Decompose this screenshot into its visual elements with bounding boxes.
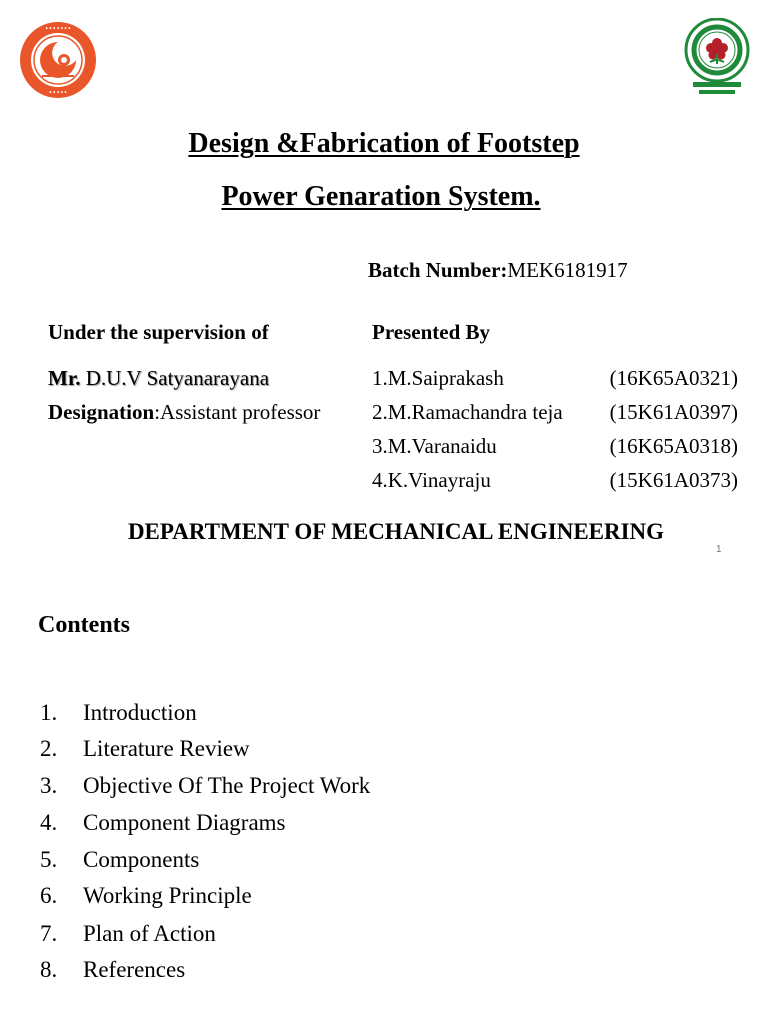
presenter-name: 2.M.Ramachandra teja: [372, 400, 563, 424]
presenter-name: 3.M.Varanaidu: [372, 434, 497, 458]
toc-item-label: Components: [83, 847, 200, 872]
toc-item: [40, 847, 199, 873]
presenter-row: [372, 434, 738, 462]
toc-item-number: 8.: [40, 957, 58, 982]
presenter-roll-number: (15K61A0397): [609, 400, 738, 424]
toc-item-number: 2.: [40, 736, 58, 761]
department-name: DEPARTMENT OF MECHANICAL ENGINEERING: [127, 519, 665, 544]
presented-by-heading: Presented By: [372, 320, 491, 344]
toc-item: [40, 736, 250, 762]
toc-item-label: Plan of Action: [83, 921, 216, 946]
presenter-roll-number: (15K61A0373): [609, 468, 738, 492]
contents-heading: Contents: [38, 612, 131, 638]
designation-value: :Assistant professor: [154, 400, 321, 424]
toc-item-number: 6.: [40, 883, 58, 908]
college-seal-logo: [18, 20, 98, 100]
toc-item: [40, 883, 252, 909]
toc-item-label: References: [83, 957, 186, 982]
presenter-roll-number: (16K65A0321): [609, 366, 738, 390]
supervisor-designation: [48, 400, 320, 425]
svg-text:• • • • • • •: • • • • • • •: [45, 26, 71, 32]
supervisor-name: [48, 366, 269, 391]
presenter-roll-number: (16K65A0318): [609, 434, 738, 458]
batch-number: [368, 258, 628, 283]
toc-item-number: 3.: [40, 773, 58, 798]
toc-item: [40, 773, 370, 799]
presentation-title-line-1: Design &Fabrication of Footstep: [188, 128, 580, 159]
supervisor-prefix: Mr.: [48, 366, 81, 390]
toc-item-number: 7.: [40, 921, 58, 946]
presenter-name: 1.M.Saiprakash: [372, 366, 504, 390]
presenter-row: [372, 366, 738, 394]
toc-item-label: Literature Review: [83, 736, 250, 761]
toc-item-number: 4.: [40, 810, 58, 835]
toc-item: [40, 921, 216, 947]
toc-item: [40, 810, 286, 836]
supervisor-full-name: D.U.V Satyanarayana: [85, 366, 270, 390]
toc-item-number: 1.: [40, 700, 58, 725]
svg-text:• • • • •: • • • • •: [49, 90, 67, 96]
toc-item-label: Introduction: [83, 700, 197, 725]
supervision-heading: Under the supervision of: [48, 320, 269, 344]
designation-label: Designation: [48, 400, 155, 424]
toc-item-label: Component Diagrams: [83, 810, 286, 835]
presentation-title-line-2: Power Genaration System.: [221, 181, 541, 212]
toc-item-number: 5.: [40, 847, 58, 872]
toc-item: [40, 700, 197, 726]
toc-item: [40, 957, 185, 983]
presenter-name: 4.K.Vinayraju: [372, 468, 491, 492]
presenter-row: [372, 468, 738, 496]
batch-number-label: Batch Number:: [368, 258, 508, 282]
batch-number-value: MEK6181917: [507, 258, 628, 282]
toc-item-label: Working Principle: [83, 883, 252, 908]
toc-item-label: Objective Of The Project Work: [83, 773, 371, 798]
jntu-kakinada-seal-logo: [683, 18, 751, 96]
presenter-row: [372, 400, 738, 428]
page-number: 1: [716, 544, 722, 555]
